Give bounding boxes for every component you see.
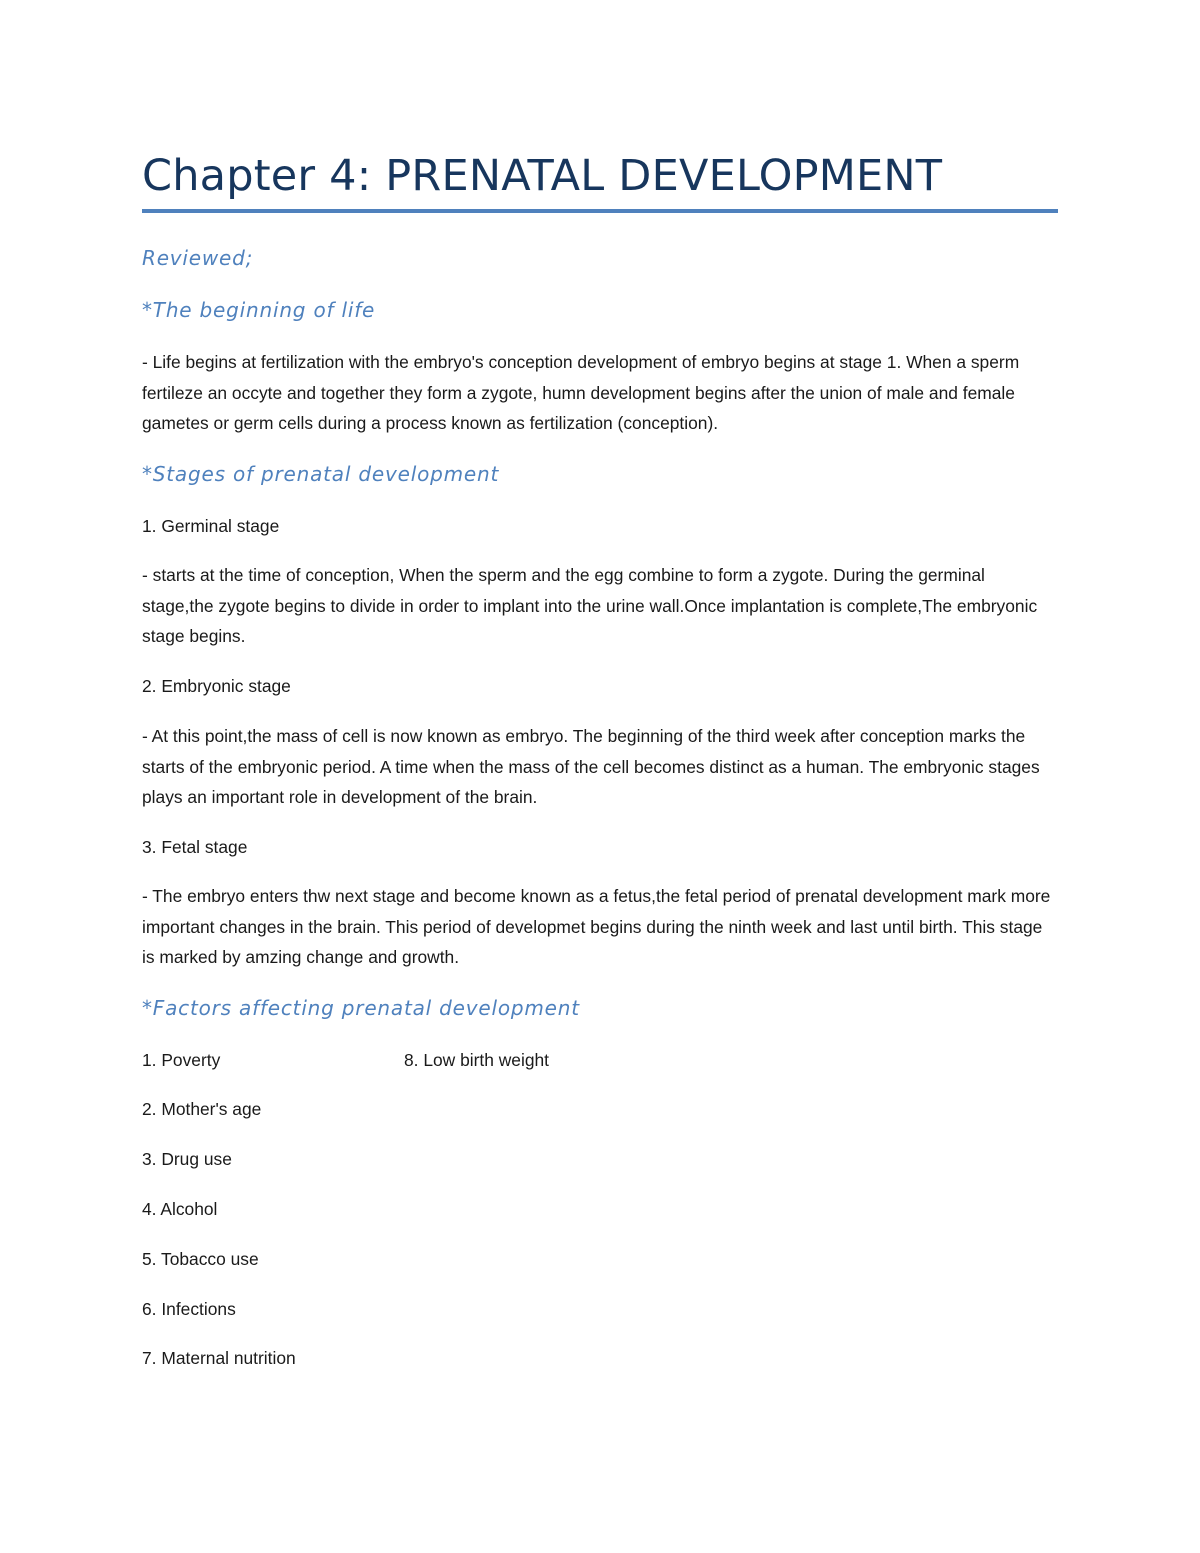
factor-item-poverty: 1. Poverty [142, 1050, 221, 1070]
page-title: Chapter 4: PRENATAL DEVELOPMENT [142, 151, 943, 201]
factor-item-low-birth-weight: 8. Low birth weight [404, 1050, 550, 1070]
reviewed-label: Reviewed; [142, 246, 254, 270]
stage-description-embryonic: - At this point,the mass of cell is now known as embryo. The beginning of the third week after conception marks the starts of the embryonic period. A time when the mass of the cell becomes distinct as a human. The embryonic stages plays an important role in development of the brain. [142, 726, 1040, 807]
heading-stages: *Stages of prenatal development [142, 462, 500, 486]
stage-description-germinal: - starts at the time of conception, When the sperm and the egg combine to form a zygote. During the germinal stage,the zygote begins to divide in order to implant into the urine wall.Once implantation is complete,The embryonic stage begins. [142, 565, 1038, 646]
stage-description-fetal: - The embryo enters thw next stage and become known as a fetus,the fetal period of prenatal development mark more important changes in the brain. This period of developmet begins during the ninth week and last until birth. This stage is marked by amzing change and growth. [142, 886, 1051, 967]
factor-item-infections: 6. Infections [142, 1299, 236, 1319]
stage-label-germinal: 1. Germinal stage [142, 516, 280, 536]
heading-factors: *Factors affecting prenatal development [142, 996, 580, 1020]
factor-item-tobacco-use: 5. Tobacco use [142, 1249, 259, 1269]
paragraph-beginning-of-life: - Life begins at fertilization with the embryo's conception development of embryo begins at stage 1. When a sperm fertileze an occyte and together they form a zygote, humn development begins after the union of male and female gametes or germ cells during a process known as fertilization (conception). [142, 352, 1020, 433]
factor-item-mothers-age: 2. Mother's age [142, 1099, 262, 1119]
title-underline [142, 209, 1058, 213]
stage-label-fetal: 3. Fetal stage [142, 837, 248, 857]
factor-item-maternal-nutrition: 7. Maternal nutrition [142, 1348, 296, 1368]
heading-beginning-of-life: *The beginning of life [142, 298, 376, 322]
factor-item-alcohol: 4. Alcohol [142, 1199, 218, 1219]
factor-item-drug-use: 3. Drug use [142, 1149, 232, 1169]
stage-label-embryonic: 2. Embryonic stage [142, 676, 291, 696]
